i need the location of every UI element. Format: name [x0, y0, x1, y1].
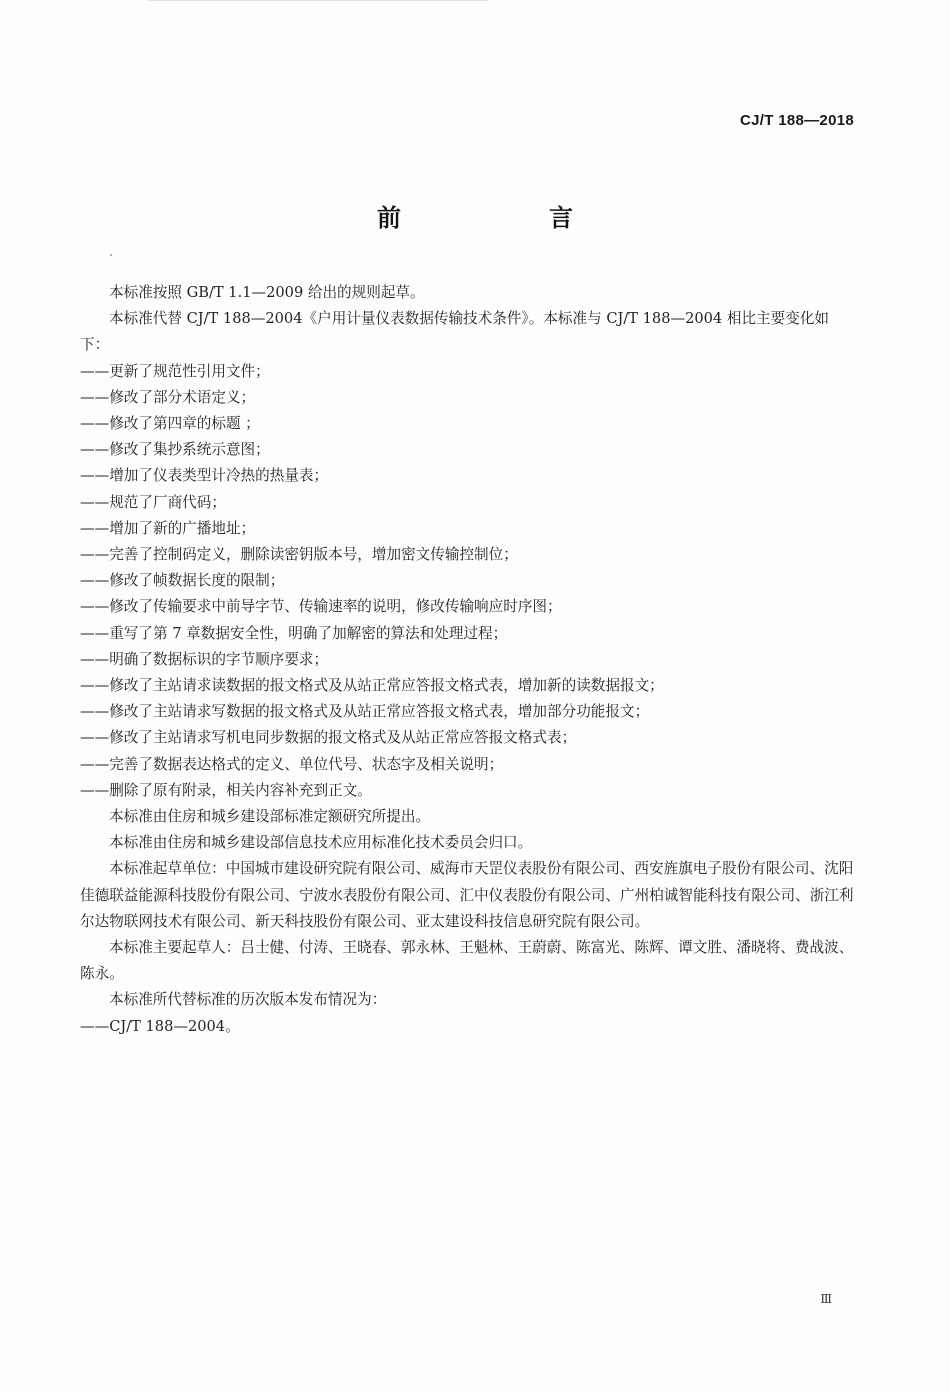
change-item: ——修改了传输要求中前导字节、传输速率的说明，修改传输响应时序图；	[80, 598, 562, 616]
paragraph-drafting-units: 本标准起草单位：中国城市建设研究院有限公司、威海市天罡仪表股份有限公司、西安旌旗电子股份有限公司、沈阳佳德联益能源科技股份有限公司、宁波水表股份有限公司、汇中仪表股份有限公司、广州柏诚智能科技有限公司、浙江利尔达物联网技术有限公司、新天科技股份有限公司、亚太建设科技信息研究院有限公司。	[80, 860, 854, 930]
scan-edge-mark	[148, 0, 488, 4]
standard-code: CJ/T 188—2018	[740, 112, 854, 129]
paragraph-replacement: 本标准代替 CJ/T 188—2004《户用计量仪表数据传输技术条件》。本标准与 CJ/T 188—2004 相比主要变化如下：	[80, 310, 830, 354]
change-item: ——增加了仪表类型计冷热的热量表；	[80, 467, 329, 485]
change-item: ——完善了数据表达格式的定义、单位代号、状态字及相关说明；	[80, 755, 504, 773]
change-item: ——修改了帧数据长度的限制；	[80, 572, 285, 590]
change-item: ——重写了第 7 章数据安全性，明确了加解密的算法和处理过程；	[80, 624, 508, 642]
history-item: ——CJ/T 188—2004。	[80, 1017, 240, 1035]
change-item: ——更新了规范性引用文件；	[80, 362, 270, 380]
change-item: ——修改了主站请求读数据的报文格式及从站正常应答报文格式表，增加新的读数据报文；	[80, 677, 664, 695]
paragraph-drafters: 本标准主要起草人：吕士健、付涛、王晓春、郭永林、王魁林、王蔚蔚、陈富光、陈辉、谭文胜、潘晓将、费战波、陈永。	[80, 939, 854, 983]
paragraph-proposer: 本标准由住房和城乡建设部标准定额研究所提出。	[109, 808, 431, 826]
change-item: ——删除了原有附录，相关内容补充到正文。	[80, 781, 372, 799]
change-item: ——修改了部分术语定义；	[80, 388, 256, 406]
document-body	[80, 280, 855, 1040]
paragraph-drafting-rules: 本标准按照 GB/T 1.1—2009 给出的规则起草。	[109, 284, 425, 301]
change-item: ——明确了数据标识的字节顺序要求；	[80, 650, 329, 668]
change-item: ——完善了控制码定义，删除读密钥版本号，增加密文传输控制位；	[80, 546, 518, 564]
scan-dot	[110, 254, 112, 256]
page-title: 前 言	[377, 204, 635, 232]
change-item: ——修改了主站请求写数据的报文格式及从站正常应答报文格式表，增加部分功能报文；	[80, 703, 650, 721]
paragraph-committee: 本标准由住房和城乡建设部信息技术应用标准化技术委员会归口。	[109, 834, 533, 852]
paragraph-history-intro: 本标准所代替标准的历次版本发布情况为：	[109, 991, 387, 1009]
change-item: ——修改了第四章的标题 ；	[80, 415, 260, 433]
page-number: Ⅲ	[820, 1292, 832, 1306]
change-item: ——增加了新的广播地址；	[80, 519, 256, 537]
change-item: ——规范了厂商代码；	[80, 493, 226, 511]
change-item: ——修改了主站请求写机电同步数据的报文格式及从站正常应答报文格式表；	[80, 729, 577, 747]
change-item: ——修改了集抄系统示意图；	[80, 441, 270, 459]
